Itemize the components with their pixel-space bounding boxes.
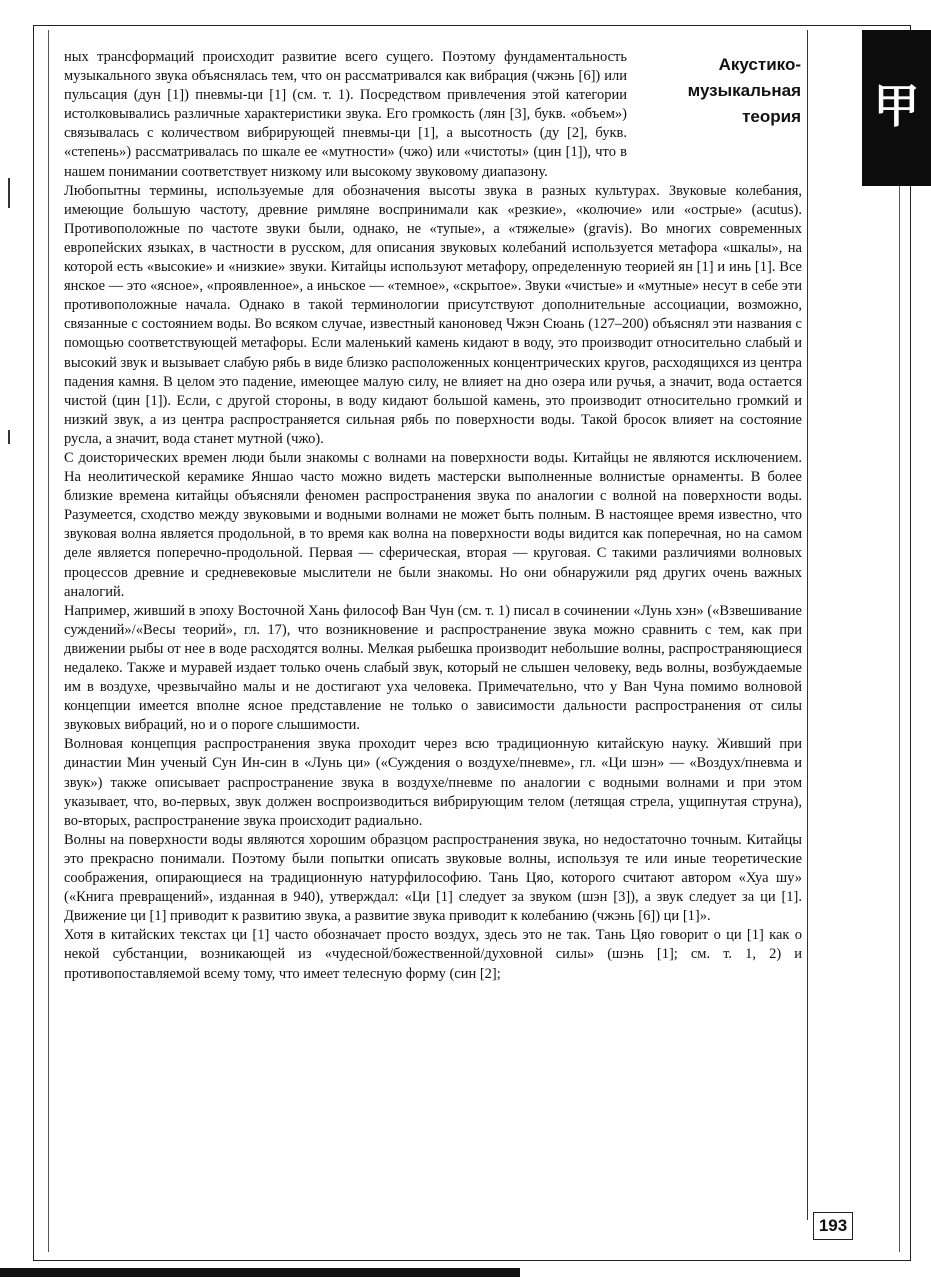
margin-title-line-1: Акустико- — [718, 55, 801, 74]
paragraph: Хотя в китайских текстах ци [1] часто обозначает просто воздух, здесь это не так. Тань Цяо говорит о ци [1] как о некой субстанции, возникающей из «чудесной/божественной/духовной силы» (шэнь [1]; см. т. 1, 2) и противопоставляемой всему тому, что имеет телесную форму (син [2]; — [64, 927, 802, 982]
paragraph: Волновая концепция распространения звука проходит через всю традиционную китайскую науку. Живший при династии Мин ученый Сун Ин-син в «Лунь ци» («Суждения о воздухе/пневме», гл. «Ци шэн» — «Воздух/пневма и звук») также описывает распространение звука в воздухе/пневме по аналогии с водными волнами и при этом указывает, что, во-первых, звук должен воспроизводиться вибрирующим телом (летящая стрела, ущипнутая струна), во-вторых, распространение звука происходит радиально. — [64, 736, 802, 829]
page-number — [813, 1212, 853, 1240]
section-tab — [862, 30, 931, 186]
section-tab-glyph: 甲 — [873, 81, 920, 132]
margin-title-line-3: теория — [742, 107, 801, 126]
paragraph: Волны на поверхности воды являются хорошим образцом распространения звука, но недостаточно точным. Китайцы это прекрасно понимали. Поэтому были попытки описать звуковые волны, используя те или иные теоретические соображения, опирающиеся на традиционную натурфилософию. Тань Цяо, которого считают автором «Хуа шу» («Книга превращений», изданная в 940), утверждал: «Ци [1] следует за звуком (шэн [3]), а звук следует за ци [1]. Движение ци [1] приводит к развитию звука, а развитие звука приводит к колебанию (чжэнь [6]) ци [1]». — [64, 831, 802, 925]
paragraph: Любопытны термины, используемые для обозначения высоты звука в разных культурах. Звуковые колебания, имеющие большую частоту, древние римляне воспринимали как «резкие», «колючие» или «острые» (acutus). Противоположные по частоте звуки были, однако, не «тупые», а «тяжелые» (gravis). Во многих современных европейских языках, в частности в русском, для описания звуковых колебаний используется метафора «шкалы», на которой есть «высокие» и «низкие» звуки. Китайцы используют метафору, определенную теорией ян [1] и инь [1]. Все янское — это «ясное», «проявленное», а иньское — «темное», «скрытое». Звуки «чистые» и «мутные» несут в себе эти противоположные начала. Однако в такой терминологии присутствуют дополнительные ассоциации, возможно, связанные с состоянием воды. Во всяком случае, известный каноновед Чжэн Сюань (127–200) объяснял эти названия с помощью соответствующей метафоры. Если маленький камень кидают в воду, это производит относительно слабый и высокий звук и вызывает слабую рябь в виде близко расположенных концентрических кругов, расходящихся из центра падения камня. В целом это падение, имеющее малую силу, не влияет на дно озера или ручья, а значит, вода остается чистой (цин [1]). Если, с другой стороны, в воду кидают большой камень, это производит относительно громкий и низкий звук, а из центра распространяется сильная рябь по поверхности воды. Такой бросок влияет на состояние русла, а значит, вода станет мутной (чжо). — [64, 182, 802, 447]
margin-gap — [627, 48, 802, 165]
scan-mark — [8, 430, 10, 444]
margin-title-line-2: музыкальная — [687, 81, 801, 100]
scan-edge-bar — [0, 1268, 520, 1277]
paragraph: ных трансформаций происходит развитие всего сущего. Поэтому фундаментальность музыкального звука объяснялась тем, что он рассматривался как вибрация (чжэнь [6]) или пульсация (дун [1]) пневмы-ци [1] (см. т. 1). Посредством привлечения этой категории истолковывались различные характеристики звука. Его громкость (лян [3], букв. «объем») связывалась с количеством вибрирующей пневмы-ци [1], а высотность (ду [2], букв. «степень») рассматривалась по шкале ее «мутности» (чжо) или «чистоты» (цин [1]), что в нашем понимании соответствует низкому или высокому звуковому диапазону. — [64, 49, 627, 180]
paragraph: С доисторических времен люди были знакомы с волнами на поверхности воды. Китайцы не являются исключением. На неолитической керамике Яншао часто можно видеть мастерски выполненные волнистые орнаменты. В более близкие времена китайцы объясняли феномен распространения звука по аналогии с волной на поверхности воды. Разумеется, сходство между звуковыми и водными волнами не может быть полным. В настоящее время известно, что звуковая волна является продольной, в то время как волна на поверхности воды видится как поперечная, но на самом деле является поперечно-продольной. Первая — сферическая, вторая — круговая. С такими различиями волновых процессов древние и средневековые мыслители не были знакомы. Но они обнаружили ряд других очень важных аналогий. — [64, 449, 802, 600]
margin-rule — [807, 30, 808, 1220]
page-number-label: 193 — [818, 1216, 848, 1235]
body-text — [64, 48, 802, 984]
scan-mark — [8, 178, 10, 208]
paragraph: Например, живший в эпоху Восточной Хань философ Ван Чун (см. т. 1) писал в сочинении «Лунь хэн» («Взвешивание суждений»/«Весы теорий», гл. 17), что возникновение и распространение звука можно сравнить с тем, как при движении рыбы от нее в воде расходятся волны. Мелкая рыбешка производит небольшие волны, распространяющиеся недалеко. Также и муравей издает только очень слабый звук, который не слышен человеку, ведь волны, возбуждаемые им в воздухе, чрезвычайно малы и не достигают уха человека. Примечательно, что у Ван Чуна помимо волновой концепции имеется вполне ясное представление не только о зависимости дальности распространения от силы звуковых вибраций, но и о пороге слышимости. — [64, 602, 802, 734]
